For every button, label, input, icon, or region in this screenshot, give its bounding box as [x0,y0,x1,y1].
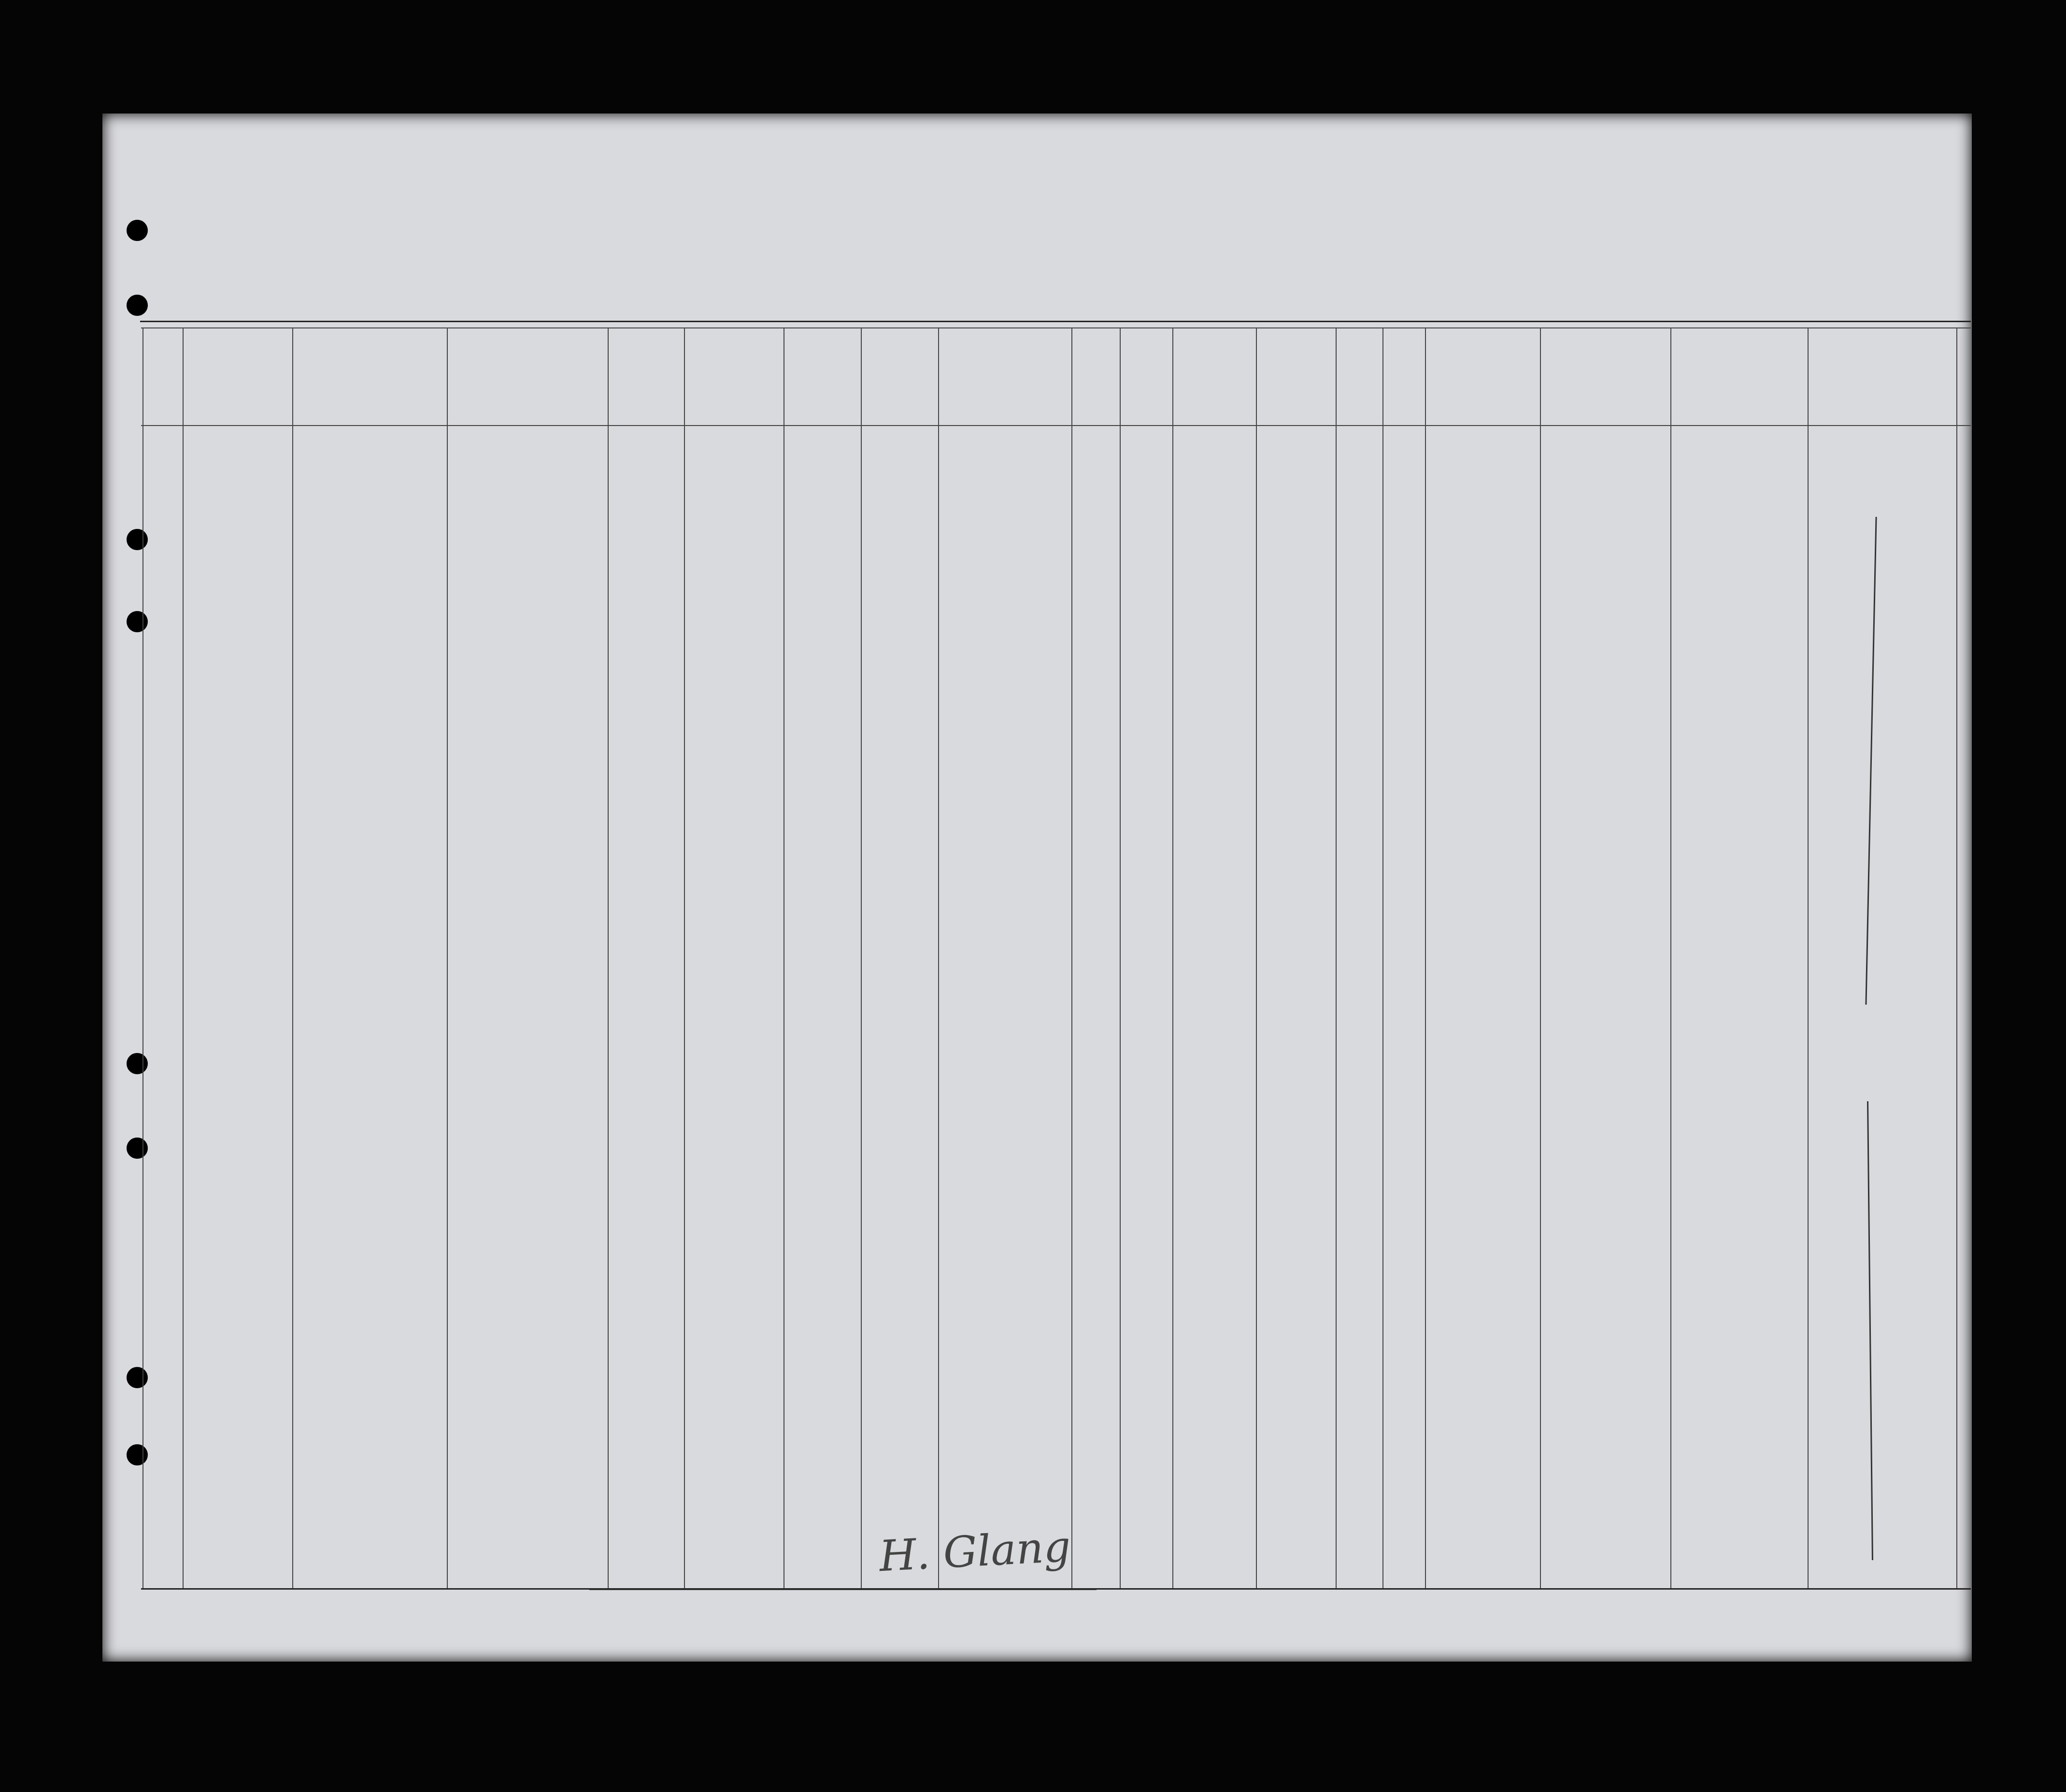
header-rule [140,321,1971,322]
binder-hole [127,1367,148,1388]
vessel-info [0,265,2066,299]
inspector-signature-line [589,1589,1097,1590]
binder-hole [127,1444,148,1465]
manifest-sheet [102,114,1972,1662]
binder-hole [127,220,148,241]
binder-hole [127,1053,148,1074]
binder-hole [127,611,148,632]
binder-hole [127,529,148,550]
binder-hole [127,1138,148,1159]
inspector-signature: H. Glang [878,1521,1072,1581]
